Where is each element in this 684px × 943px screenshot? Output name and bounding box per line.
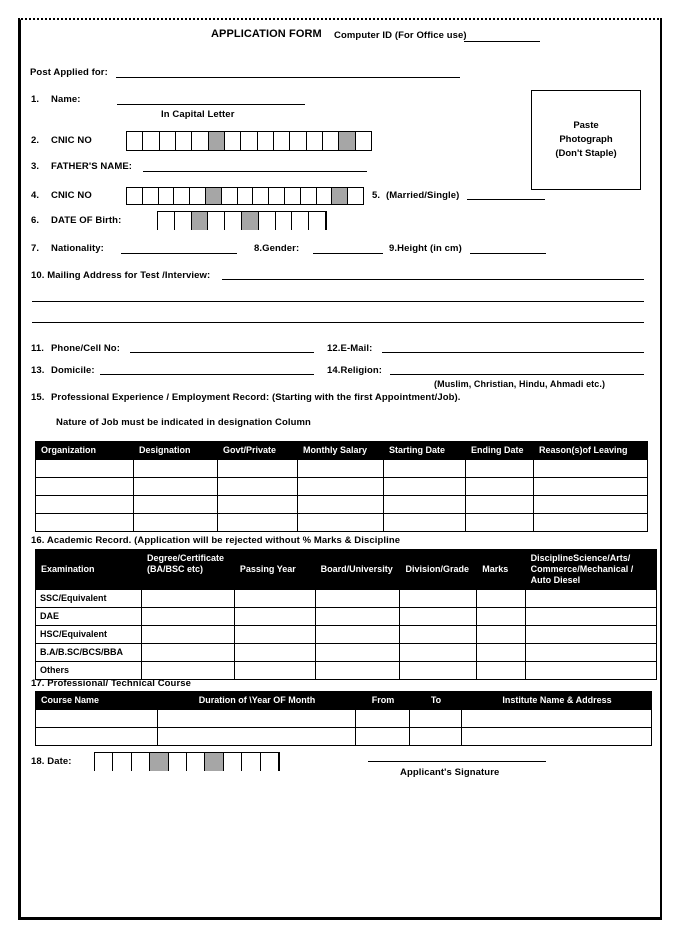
course-header-institute: Institute Name & Address xyxy=(462,692,652,710)
cnic-father-cell-8[interactable] xyxy=(238,188,254,204)
course-cell[interactable] xyxy=(158,710,356,728)
academic-cell[interactable] xyxy=(234,662,315,680)
employment-cell[interactable] xyxy=(534,514,648,532)
course-cell[interactable] xyxy=(410,710,462,728)
course-cell[interactable] xyxy=(356,728,410,746)
cnic-applicant-cell-11[interactable] xyxy=(290,132,306,150)
date-cell-4[interactable] xyxy=(150,753,168,771)
employment-cell[interactable] xyxy=(298,514,384,532)
table-row xyxy=(36,514,648,532)
employment-cell[interactable] xyxy=(466,478,534,496)
academic-row-label: SSC/Equivalent xyxy=(36,590,142,608)
domicile-label: Domicile: xyxy=(51,365,95,376)
academic-table-header-row xyxy=(36,550,657,590)
table-row xyxy=(36,662,657,680)
course-cell[interactable] xyxy=(356,710,410,728)
cnic-applicant-cell-15[interactable] xyxy=(356,132,371,150)
nationality-label: Nationality: xyxy=(51,243,104,254)
employment-cell[interactable] xyxy=(36,514,134,532)
employment-cell[interactable] xyxy=(298,496,384,514)
employment-cell[interactable] xyxy=(134,496,218,514)
marital-number: 5. xyxy=(372,190,381,201)
academic-header-marks: Marks xyxy=(477,550,525,590)
table-row xyxy=(36,460,648,478)
date-cell-9[interactable] xyxy=(242,753,260,771)
employment-header-ending-date: Ending Date xyxy=(466,442,534,460)
phone-input-line[interactable] xyxy=(130,352,314,353)
employment-record-table xyxy=(35,441,648,532)
name-label: Name: xyxy=(51,94,81,105)
academic-header-discipline: DisciplineScience/Arts/ Commerce/Mechanical / Auto Diesel xyxy=(525,550,656,590)
academic-cell[interactable] xyxy=(525,590,656,608)
employment-cell[interactable] xyxy=(36,478,134,496)
academic-row-label: Others xyxy=(36,662,142,680)
table-row xyxy=(36,728,652,746)
employment-cell[interactable] xyxy=(466,460,534,478)
employment-cell[interactable] xyxy=(36,460,134,478)
height-label: 9.Height (in cm) xyxy=(389,243,462,254)
employment-cell[interactable] xyxy=(218,460,298,478)
father-name-number: 3. xyxy=(31,161,40,172)
academic-cell[interactable] xyxy=(400,644,477,662)
cnic-father-cell-9[interactable] xyxy=(253,188,269,204)
cnic-father-cell-1[interactable] xyxy=(127,188,143,204)
academic-cell[interactable] xyxy=(400,608,477,626)
academic-cell[interactable] xyxy=(234,644,315,662)
academic-cell[interactable] xyxy=(400,590,477,608)
academic-header-division-grade: Division/Grade xyxy=(400,550,477,590)
course-header-from: From xyxy=(356,692,410,710)
employment-cell[interactable] xyxy=(218,478,298,496)
marital-status-label: (Married/Single) xyxy=(386,190,460,201)
dob-label: DATE OF Birth: xyxy=(51,215,122,226)
cnic-number: 2. xyxy=(31,135,40,146)
date-cell-2[interactable] xyxy=(113,753,131,771)
cnic-applicant-cell-12[interactable] xyxy=(307,132,323,150)
academic-cell[interactable] xyxy=(400,626,477,644)
employment-cell[interactable] xyxy=(134,514,218,532)
cnic-applicant-cell-14[interactable] xyxy=(339,132,355,150)
date-label: 18. Date: xyxy=(31,756,72,767)
signature-label: Applicant's Signature xyxy=(400,767,500,778)
cnic-father-cell-3[interactable] xyxy=(159,188,175,204)
academic-cell[interactable] xyxy=(477,590,525,608)
academic-row-label: HSC/Equivalent xyxy=(36,626,142,644)
academic-cell[interactable] xyxy=(315,662,400,680)
course-cell[interactable] xyxy=(410,728,462,746)
academic-row-label: B.A/B.SC/BCS/BBA xyxy=(36,644,142,662)
cnic-father-cell-15[interactable] xyxy=(348,188,363,204)
course-cell[interactable] xyxy=(158,728,356,746)
course-header-to: To xyxy=(410,692,462,710)
cnic-boxes-applicant[interactable] xyxy=(126,131,372,151)
cnic-applicant-cell-3[interactable] xyxy=(160,132,176,150)
table-row xyxy=(36,590,657,608)
religion-hint: (Muslim, Christian, Hindu, Ahmadi etc.) xyxy=(434,379,606,389)
cnic-applicant-cell-4[interactable] xyxy=(176,132,192,150)
phone-number: 11. xyxy=(31,343,44,354)
dob-cell-7[interactable] xyxy=(259,212,276,230)
academic-cell[interactable] xyxy=(477,644,525,662)
cnic-father-cell-10[interactable] xyxy=(269,188,285,204)
nationality-input-line[interactable] xyxy=(121,253,237,254)
mailing-address-line-2[interactable] xyxy=(32,301,644,302)
academic-cell[interactable] xyxy=(525,626,656,644)
employment-header-reason-leaving: Reason(s)of Leaving xyxy=(534,442,648,460)
religion-input-line[interactable] xyxy=(390,374,644,375)
domicile-input-line[interactable] xyxy=(100,374,314,375)
signature-line[interactable] xyxy=(368,761,546,762)
cnic-father-cell-11[interactable] xyxy=(285,188,301,204)
course-cell[interactable] xyxy=(36,710,158,728)
height-input-line[interactable] xyxy=(470,253,546,254)
father-name-label: FATHER'S NAME: xyxy=(51,161,133,172)
cnic-label: CNIC NO xyxy=(51,135,92,146)
photo-line-1: Paste xyxy=(573,120,599,131)
dob-cell-6[interactable] xyxy=(242,212,259,230)
academic-cell[interactable] xyxy=(525,662,656,680)
post-applied-for-input-line[interactable] xyxy=(116,77,460,78)
mailing-address-line-1[interactable] xyxy=(222,279,644,280)
academic-cell[interactable] xyxy=(477,608,525,626)
dob-boxes[interactable] xyxy=(157,211,327,230)
cnic-father-cell-6[interactable] xyxy=(206,188,222,204)
professional-course-table xyxy=(35,691,652,746)
academic-header-board-university: Board/University xyxy=(315,550,400,590)
academic-header-examination: Examination xyxy=(36,550,142,590)
date-cell-10[interactable] xyxy=(261,753,279,771)
cnic-applicant-cell-8[interactable] xyxy=(241,132,257,150)
name-hint: In Capital Letter xyxy=(161,109,235,120)
employment-cell[interactable] xyxy=(384,478,466,496)
table-row xyxy=(36,478,648,496)
employment-header-starting-date: Starting Date xyxy=(384,442,466,460)
employment-header-organization: Organization xyxy=(36,442,134,460)
experience-number: 15. xyxy=(31,392,45,403)
photo-line-3: (Don't Staple) xyxy=(555,148,617,159)
employment-cell[interactable] xyxy=(384,496,466,514)
nationality-number: 7. xyxy=(31,243,40,254)
paste-photograph-box[interactable] xyxy=(531,90,641,190)
dob-cell-1[interactable] xyxy=(158,212,175,230)
employment-table-header-row xyxy=(36,442,648,460)
cnic-applicant-cell-5[interactable] xyxy=(192,132,208,150)
academic-cell[interactable] xyxy=(525,608,656,626)
academic-record-label: 16. Academic Record. (Application will be rejected without % Marks & Discipline xyxy=(31,535,401,546)
employment-cell[interactable] xyxy=(134,478,218,496)
academic-cell[interactable] xyxy=(142,662,235,680)
cnic-applicant-cell-1[interactable] xyxy=(127,132,143,150)
academic-cell[interactable] xyxy=(234,626,315,644)
cnic-applicant-cell-6[interactable] xyxy=(209,132,225,150)
father-name-input-line[interactable] xyxy=(143,171,367,172)
table-row xyxy=(36,496,648,514)
dob-cell-9[interactable] xyxy=(292,212,309,230)
academic-cell[interactable] xyxy=(477,662,525,680)
course-header-course-name: Course Name xyxy=(36,692,158,710)
phone-label: Phone/Cell No: xyxy=(51,343,120,354)
academic-cell[interactable] xyxy=(477,626,525,644)
academic-cell[interactable] xyxy=(315,626,400,644)
employment-cell[interactable] xyxy=(298,460,384,478)
cnic-applicant-cell-10[interactable] xyxy=(274,132,290,150)
marital-status-input-line[interactable] xyxy=(467,199,545,200)
academic-header-degree: Degree/Certificate (BA/BSC etc) xyxy=(142,550,235,590)
photo-line-2: Photograph xyxy=(559,134,613,145)
date-cell-1[interactable] xyxy=(95,753,113,771)
date-cell-5[interactable] xyxy=(169,753,187,771)
course-cell[interactable] xyxy=(462,710,652,728)
email-label: 12.E-Mail: xyxy=(327,343,373,354)
academic-cell[interactable] xyxy=(525,644,656,662)
academic-cell[interactable] xyxy=(142,608,235,626)
date-cell-3[interactable] xyxy=(132,753,150,771)
cnic-applicant-cell-7[interactable] xyxy=(225,132,241,150)
dob-number: 6. xyxy=(31,215,40,226)
employment-cell[interactable] xyxy=(384,460,466,478)
table-row xyxy=(36,626,657,644)
employment-cell[interactable] xyxy=(218,514,298,532)
gender-input-line[interactable] xyxy=(313,253,383,254)
table-row xyxy=(36,644,657,662)
cnic-father-cell-7[interactable] xyxy=(222,188,238,204)
employment-cell[interactable] xyxy=(534,496,648,514)
cnic-father-cell-5[interactable] xyxy=(190,188,206,204)
date-boxes[interactable] xyxy=(94,752,280,771)
date-cell-8[interactable] xyxy=(224,753,242,771)
nature-of-job-note: Nature of Job must be indicated in designation Column xyxy=(56,417,311,428)
cnic-father-cell-4[interactable] xyxy=(174,188,190,204)
experience-label: Professional Experience / Employment Record: (Starting with the first Appointment/Job). xyxy=(51,392,461,403)
cnic-father-cell-13[interactable] xyxy=(317,188,333,204)
employment-cell[interactable] xyxy=(466,514,534,532)
academic-cell[interactable] xyxy=(400,662,477,680)
employment-cell[interactable] xyxy=(218,496,298,514)
computer-id-label: Computer ID (For Office use) xyxy=(334,30,467,41)
employment-header-monthly-salary: Monthly Salary xyxy=(298,442,384,460)
academic-cell[interactable] xyxy=(142,590,235,608)
gender-label: 8.Gender: xyxy=(254,243,300,254)
employment-cell[interactable] xyxy=(36,496,134,514)
dob-cell-10[interactable] xyxy=(309,212,326,230)
dob-cell-3[interactable] xyxy=(192,212,209,230)
father-cnic-label: CNIC NO xyxy=(51,190,92,201)
academic-record-table xyxy=(35,549,657,680)
cnic-applicant-cell-9[interactable] xyxy=(258,132,274,150)
dob-cell-8[interactable] xyxy=(276,212,293,230)
course-cell[interactable] xyxy=(462,728,652,746)
religion-label: 14.Religion: xyxy=(327,365,383,376)
cnic-father-cell-14[interactable] xyxy=(332,188,348,204)
computer-id-input-line[interactable] xyxy=(464,41,540,42)
dob-cell-5[interactable] xyxy=(225,212,242,230)
employment-cell[interactable] xyxy=(534,460,648,478)
date-cell-6[interactable] xyxy=(187,753,205,771)
professional-course-label: 17. Professional/ Technical Course xyxy=(31,678,192,689)
academic-row-label: DAE xyxy=(36,608,142,626)
employment-cell[interactable] xyxy=(134,460,218,478)
academic-cell[interactable] xyxy=(315,644,400,662)
employment-cell[interactable] xyxy=(534,478,648,496)
page-title: APPLICATION FORM xyxy=(211,28,322,40)
cnic-boxes-father[interactable] xyxy=(126,187,364,205)
academic-cell[interactable] xyxy=(315,590,400,608)
post-applied-for-label: Post Applied for: xyxy=(30,67,108,78)
course-cell[interactable] xyxy=(36,728,158,746)
employment-header-designation: Designation xyxy=(134,442,218,460)
employment-cell[interactable] xyxy=(466,496,534,514)
academic-header-passing-year: Passing Year xyxy=(234,550,315,590)
cnic-father-cell-2[interactable] xyxy=(143,188,159,204)
cnic-applicant-cell-2[interactable] xyxy=(143,132,159,150)
mailing-address-line-3[interactable] xyxy=(32,322,644,323)
course-header-duration: Duration of \Year OF Month xyxy=(158,692,356,710)
domicile-number: 13. xyxy=(31,365,45,376)
academic-cell[interactable] xyxy=(315,608,400,626)
dob-cell-2[interactable] xyxy=(175,212,192,230)
dob-cell-4[interactable] xyxy=(208,212,225,230)
academic-cell[interactable] xyxy=(234,608,315,626)
employment-header-govt-private: Govt/Private xyxy=(218,442,298,460)
employment-cell[interactable] xyxy=(384,514,466,532)
academic-cell[interactable] xyxy=(234,590,315,608)
cnic-father-cell-12[interactable] xyxy=(301,188,317,204)
employment-cell[interactable] xyxy=(298,478,384,496)
name-number: 1. xyxy=(31,94,40,105)
table-row xyxy=(36,608,657,626)
mailing-address-label: 10. Mailing Address for Test /Interview: xyxy=(31,270,211,281)
table-row xyxy=(36,710,652,728)
date-cell-7[interactable] xyxy=(205,753,223,771)
academic-cell[interactable] xyxy=(142,626,235,644)
course-table-header-row xyxy=(36,692,652,710)
email-input-line[interactable] xyxy=(382,352,644,353)
cnic-applicant-cell-13[interactable] xyxy=(323,132,339,150)
name-input-line[interactable] xyxy=(117,104,305,105)
academic-cell[interactable] xyxy=(142,644,235,662)
father-cnic-number: 4. xyxy=(31,190,40,201)
